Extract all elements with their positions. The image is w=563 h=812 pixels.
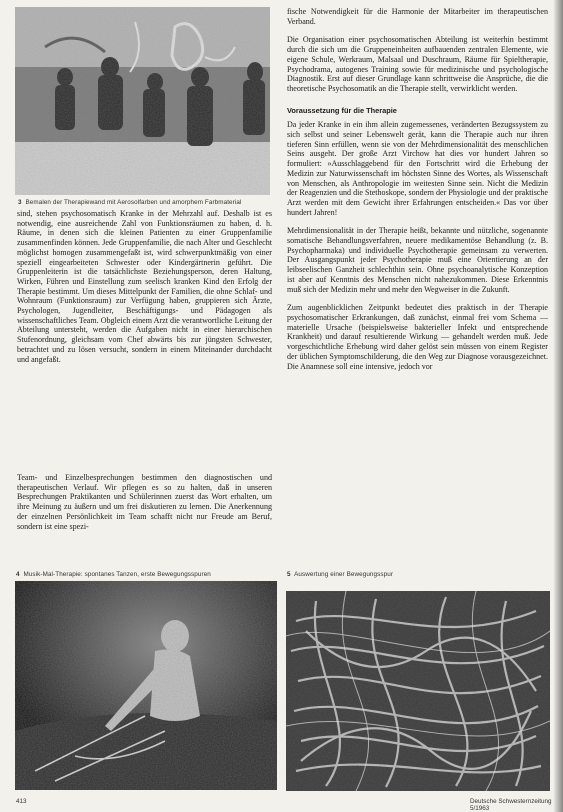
figure-caption-4	[16, 571, 211, 578]
page-number: 413	[16, 798, 27, 805]
caption-number: 4	[16, 571, 20, 578]
photo-dance-therapy	[15, 581, 277, 790]
caption-number: 3	[18, 199, 22, 206]
figure-caption-5	[287, 571, 393, 578]
caption-text: Auswertung einer Bewegungsspur	[294, 571, 394, 578]
section-heading: Voraussetzung für die Therapie	[287, 105, 397, 115]
figure-caption-3	[18, 199, 241, 206]
journal-name: Deutsche Schwesternzeitung 5/1963	[470, 798, 552, 812]
left-column-text	[17, 209, 272, 364]
right-column-text	[287, 7, 548, 371]
paragraph: Da jeder Kranke in ein ihm allein zugemessenes, veränderten Bezugssystem zu sich selbst und seiner Lebenswelt gerät, kann die Therapie auch nur ihren tieferen Sinn erfüllen, wenn sie von der Mehrdimensionalität des menschlichen Seins ausgeht. Der große Arzt Virchow hat dies vor hundert Jahren so formuliert: »Ausschlaggebend für den Fortschritt wird die Erhebung der Medizin zur Naturwissenschaft im höchsten Sinne des Wortes, als Wissenschaft von Menschen, als Anthropologie im weitesten Sinne sein. Nicht die Medizin der Reagenzien und die Stethoskope, sondern der Physiologie und der praktische Arzt werden mit dem Gewicht ihrer Erfahrungen entscheiden.« Das vor über hundert Jahren!	[287, 120, 548, 217]
paragraph: Mehrdimensionalität in der Therapie heißt, bekannte und nützliche, sogenannte somatische Behandlungsverfahren, neuere medikamentöse Behandlung (z. B. Psychopharmaka) und individuelle Psychotherapie gemeinsam zu verwerten. Der Ausgangspunkt jeder Psychotherapie muß eine Orientierung an der leibseelischen Ganzheit schlechthin sein. Ohne psychoanalytische Konzeption ist aber auf Kenntnis des Menschen nicht nahezukommen. Diese Erkenntnis muß sich der Medizin mehr und mehr den Wegweiser in die Zukunft.	[287, 226, 548, 294]
paragraph: Team- und Einzelbesprechungen bestimmen den diagnostischen und therapeutischen Verlauf. Wir pflegen es so zu halten, daß in unseren Besprechungen Praktikanten und Schülerinnen zuerst das Wort erhalten, um ihre Meinung zu äußern und um frei diskutieren zu lernen. Die Anerkennung der einzelnen Persönlichkeit im Team schafft nicht nur Freude am Beruf, sondern ist eine spezi-	[17, 473, 272, 531]
paragraph: sind, stehen psychosomatisch Kranke in der Mehrzahl auf. Deshalb ist es notwendig, eine ausreichende Zahl von Funktionsräumen zu haben, d. h. Räume, in denen sich die kleinen Patienten zu einer Gruppenfamilie zusammenfinden können. Jede Gruppenfamilie, die nach Alter und Geschlecht möglichst homogen zusammengefaßt ist, wird schwerpunktmäßig von einer speziell eingearbeiteten Schwester oder Kindergärtnerin geführt. Die Gruppenleiterin ist die tatsächlichste Beziehungsperson, deren Haltung, Wirken, Führen und Einstellung zum seelisch kranken Kind den Erfolg der Therapie bestimmt. Um dieses Mittelpunkt der Familien, die ohne Schlaf- und Wohnraum (Funktionsraum) zur Verfügung haben, gruppieren sich Ärzte, Psychologen, Jugendleiter, Beschäftigungs- und Pädagogen als wissenschaftliches Team. Obgleich einem Arzt die verantwortliche Leitung der Abteilung untersteht, werden die Aufgaben nicht in einer hierarchischen Stufenordnung, gleichsam vom Chef abwärts bis zur jüngsten Schwester, betrachtet und zu lösen versucht, sondern in einem Miteinander durchdacht und angefaßt.	[17, 209, 272, 364]
paragraph: Zum augenblicklichen Zeitpunkt bedeutet dies praktisch in der Therapie psychosomatischer Erkrankungen, daß zunächst, einmal frei vom Schema — materielle Ursache (beispielsweise bakterieller Infekt und entsprechende Krankheit) und darauf resultierende Wirkung — gehandelt werden muß. Jede vorgeschichtliche Erhebung wird daher gelöst sein müssen von einem Register der üblichen Symptomschilderung, die den Weg zur Diagnose vorausgezeichnet. Die Anamnese soll eine intensive, jedoch vor	[287, 303, 548, 371]
paragraph: Die Organisation einer psychosomatischen Abteilung ist weiterhin bestimmt durch die sich um die Gruppeneinheiten aufbauenden zentralen Elemente, wie eigene Schule, Werkraum, Malsaal und Duschraum, Räume für Spieltherapie, Psychodrama, autogenes Training sowie für medizinische und psychologische Diagnostik. Erst auf dieser Grundlage kann schrittweise die Ansprüche, die die theoretische Psychosomatik an die Therapie stellt, verwirklicht werden.	[287, 35, 548, 93]
photo-mural-painting	[15, 7, 270, 195]
left-column-text-continued	[17, 473, 272, 531]
scan-gutter-shadow	[553, 0, 563, 812]
caption-text: Musik-Mal-Therapie: spontanes Tanzen, erste Bewegungsspuren	[23, 571, 211, 578]
caption-number: 5	[287, 571, 291, 578]
paragraph: fische Notwendigkeit für die Harmonie der Mitarbeiter im therapeutischen Verband.	[287, 7, 548, 26]
caption-text: Bemalen der Therapiewand mit Aerosolfarben und amorphem Farbmaterial	[25, 199, 242, 206]
photo-movement-trace	[286, 591, 550, 791]
